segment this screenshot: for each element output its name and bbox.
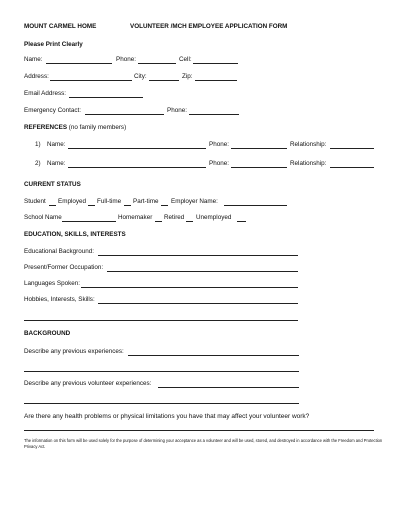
ref1-name-label: Name: [47, 141, 66, 148]
languages-field[interactable] [81, 287, 298, 288]
ref1-phone-field[interactable] [231, 148, 287, 149]
hobbies-field-line-2[interactable] [24, 320, 298, 321]
education-heading: EDUCATION, SKILLS, INTERESTS [24, 231, 126, 238]
unemployed-checkbox[interactable] [237, 221, 246, 222]
zip-label: Zip: [182, 73, 193, 80]
educational-background-field[interactable] [98, 255, 298, 256]
city-field[interactable] [149, 80, 179, 81]
ref2-name-label: Name: [47, 160, 66, 167]
volunteer-experiences-field[interactable] [158, 387, 299, 388]
health-answer-field[interactable] [24, 430, 374, 431]
email-field[interactable] [69, 97, 143, 98]
ref2-phone-label: Phone: [209, 160, 229, 167]
form-title: VOLUNTEER /MCH EMPLOYEE APPLICATION FORM [130, 23, 288, 30]
background-heading: BACKGROUND [24, 330, 71, 337]
ref1-phone-label: Phone: [209, 141, 229, 148]
address-field[interactable] [50, 80, 132, 81]
ref2-name-field[interactable] [68, 167, 206, 168]
ref2-phone-field[interactable] [231, 167, 287, 168]
school-name-field[interactable] [62, 221, 116, 222]
student-checkbox[interactable] [49, 205, 56, 206]
occupation-label: Present/Former Occupation: [24, 264, 104, 271]
ref1-relationship-label: Relationship: [290, 141, 327, 148]
student-label: Student [24, 198, 46, 205]
part-time-checkbox[interactable] [161, 205, 168, 206]
cell-label: Cell: [179, 56, 192, 63]
org-name: MOUNT CARMEL HOME [24, 23, 97, 30]
cell-field[interactable] [193, 63, 238, 64]
ref2-num: 2) [35, 160, 41, 167]
full-time-checkbox[interactable] [124, 205, 131, 206]
ref2-relationship-field[interactable] [330, 167, 374, 168]
employer-name-field[interactable] [224, 205, 287, 206]
emergency-label: Emergency Contact: [24, 107, 82, 114]
languages-label: Languages Spoken: [24, 280, 81, 287]
city-label: City: [134, 73, 147, 80]
homemaker-checkbox[interactable] [155, 221, 162, 222]
part-time-label: Part-time [133, 198, 159, 205]
volunteer-experiences-field-line-2[interactable] [24, 403, 299, 404]
status-heading: CURRENT STATUS [24, 181, 81, 188]
ref1-relationship-field[interactable] [330, 148, 374, 149]
phone-field[interactable] [138, 63, 176, 64]
full-time-label: Full-time [97, 198, 122, 205]
name-label: Name: [24, 56, 43, 63]
emergency-field[interactable] [85, 114, 164, 115]
employed-checkbox[interactable] [88, 205, 95, 206]
name-field[interactable] [46, 63, 112, 64]
ref2-relationship-label: Relationship: [290, 160, 327, 167]
volunteer-experiences-label: Describe any previous volunteer experiences: [24, 380, 152, 387]
emergency-phone-label: Phone: [167, 107, 187, 114]
address-label: Address: [24, 73, 49, 80]
occupation-field[interactable] [107, 271, 298, 272]
references-note: (no family members) [68, 124, 127, 131]
employed-label: Employed [58, 198, 87, 205]
emergency-phone-field[interactable] [189, 114, 239, 115]
hobbies-label: Hobbies, Interests, Skills: [24, 296, 95, 303]
experiences-field[interactable] [128, 355, 299, 356]
employer-name-label: Employer Name: [171, 198, 218, 205]
unemployed-label: Unemployed [196, 214, 232, 221]
phone-label: Phone: [116, 56, 136, 63]
retired-checkbox[interactable] [186, 221, 193, 222]
ref1-num: 1) [35, 141, 41, 148]
ref1-name-field[interactable] [68, 148, 206, 149]
zip-field[interactable] [195, 80, 237, 81]
experiences-label: Describe any previous experiences: [24, 348, 124, 355]
references-heading: REFERENCES [24, 124, 68, 131]
references-heading-row [24, 124, 126, 132]
print-instruction: Please Print Clearly [24, 41, 83, 48]
educational-background-label: Educational Background: [24, 248, 95, 255]
homemaker-label: Homemaker [118, 214, 153, 221]
school-name-label: School Name [24, 214, 62, 221]
retired-label: Retired [164, 214, 185, 221]
hobbies-field[interactable] [98, 303, 298, 304]
experiences-field-line-2[interactable] [24, 371, 299, 372]
email-label: Email Address: [24, 90, 66, 97]
health-question: Are there any health problems or physical limitations you have that may affect your volunteer work? [24, 413, 310, 420]
privacy-notice: The information on this form will be used solely for the purpose of determining your acceptance as a volunteer and will be used, stored, and destroyed in accordance with the Freedom and Protection Privacy Act. [24, 438, 383, 449]
